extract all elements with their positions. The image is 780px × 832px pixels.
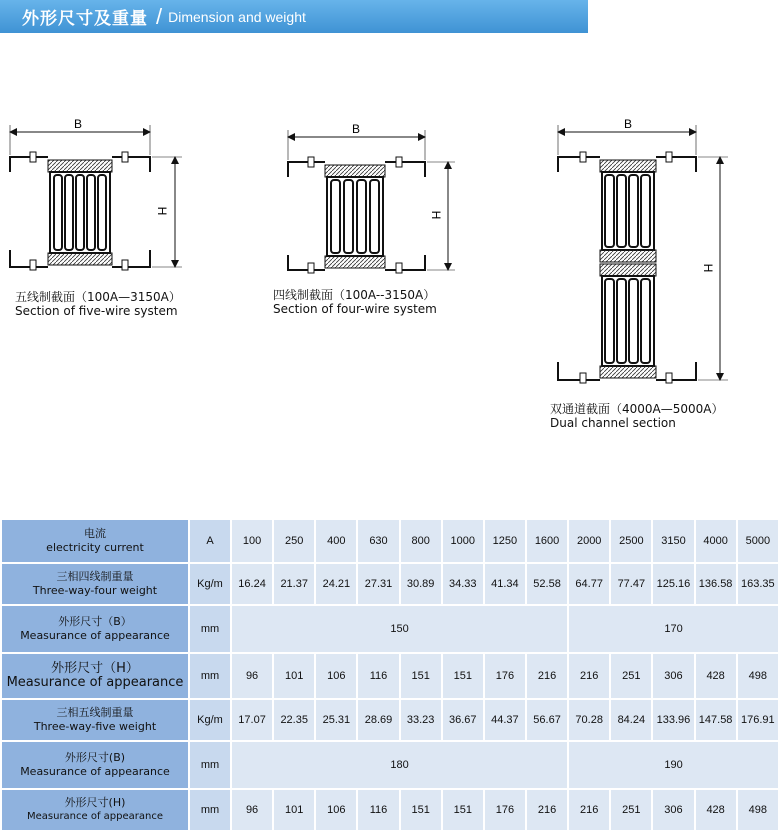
value-cell: 106 — [315, 789, 357, 831]
label-weight-five — [1, 699, 189, 741]
value-cell: 77.47 — [610, 563, 652, 605]
row-current — [1, 519, 779, 563]
unit-cell: Kg/m — [189, 563, 231, 605]
value-cell: 498 — [737, 653, 779, 699]
value-cell: 147.58 — [695, 699, 737, 741]
value-cell: 176.91 — [737, 699, 779, 741]
row-h-four — [1, 653, 779, 699]
label-en: electricity current — [46, 541, 144, 554]
value-cell: 136.58 — [695, 563, 737, 605]
value-cell: 30.89 — [400, 563, 442, 605]
value-cell: 125.16 — [652, 563, 694, 605]
value-cell: 101 — [273, 789, 315, 831]
value-cell: 84.24 — [610, 699, 652, 741]
value-cell: 25.31 — [315, 699, 357, 741]
label-cn: 外形尺寸(B) — [64, 751, 126, 764]
unit-cell: mm — [189, 741, 231, 789]
label-b-four — [1, 605, 189, 653]
value-cell: 1250 — [484, 519, 526, 563]
label-h-four — [1, 653, 189, 699]
label-cn: 三相五线制重量 — [56, 706, 134, 719]
value-cell: 17.07 — [231, 699, 273, 741]
label-en: Measurance of appearance — [20, 629, 170, 642]
dimension-weight-table — [0, 518, 780, 832]
value-cell: 64.77 — [568, 563, 610, 605]
value-cell: 216 — [568, 653, 610, 699]
unit-cell: mm — [189, 605, 231, 653]
dim-b-label: B — [351, 122, 361, 136]
row-b-five — [1, 741, 779, 789]
value-cell: 36.67 — [442, 699, 484, 741]
label-en: Measurance of appearance — [26, 811, 163, 822]
dual-channel-section-diagram — [548, 112, 748, 392]
value-cell: 4000 — [695, 519, 737, 563]
row-h-five — [1, 789, 779, 831]
label-en: Three-way-five weight — [33, 720, 157, 733]
value-cell: 151 — [442, 789, 484, 831]
value-cell: 151 — [442, 653, 484, 699]
unit-cell: Kg/m — [189, 699, 231, 741]
value-cell: 52.58 — [526, 563, 568, 605]
value-cell-merged: 170 — [568, 605, 779, 653]
four-wire-caption-cn: 四线制截面（100A--3150A） — [273, 288, 436, 302]
value-cell: 1000 — [442, 519, 484, 563]
label-h-five — [1, 789, 189, 831]
four-wire-section-diagram — [280, 115, 480, 285]
value-cell: 216 — [526, 653, 568, 699]
value-cell: 400 — [315, 519, 357, 563]
value-cell: 250 — [273, 519, 315, 563]
value-cell: 251 — [610, 789, 652, 831]
dim-b-label: B — [623, 117, 633, 131]
value-cell: 3150 — [652, 519, 694, 563]
value-cell: 5000 — [737, 519, 779, 563]
value-cell: 41.34 — [484, 563, 526, 605]
label-cn: 三相四线制重量 — [56, 570, 134, 583]
value-cell: 116 — [357, 653, 399, 699]
unit-cell: A — [189, 519, 231, 563]
value-cell: 2000 — [568, 519, 610, 563]
header-title-en: Dimension and weight — [168, 8, 306, 25]
unit-cell: mm — [189, 653, 231, 699]
value-cell: 306 — [652, 653, 694, 699]
dim-h-label: H — [155, 206, 169, 216]
label-cn: 电流 — [84, 527, 106, 540]
label-en: Three-way-four weight — [32, 584, 158, 597]
five-wire-section-diagram — [0, 110, 200, 280]
unit-cell: mm — [189, 789, 231, 831]
value-cell: 22.35 — [273, 699, 315, 741]
row-weight-five — [1, 699, 779, 741]
row-weight-four — [1, 563, 779, 605]
value-cell: 16.24 — [231, 563, 273, 605]
value-cell: 70.28 — [568, 699, 610, 741]
dual-channel-caption-en: Dual channel section — [550, 416, 676, 430]
value-cell-merged: 180 — [231, 741, 568, 789]
value-cell: 151 — [400, 653, 442, 699]
dim-b-label: B — [73, 117, 83, 131]
four-wire-caption — [273, 288, 437, 316]
five-wire-caption-en: Section of five-wire system — [15, 304, 178, 318]
value-cell: 151 — [400, 789, 442, 831]
value-cell: 96 — [231, 653, 273, 699]
value-cell: 428 — [695, 789, 737, 831]
header-title-cn: 外形尺寸及重量 — [22, 9, 148, 29]
section-header — [0, 0, 588, 33]
value-cell: 630 — [357, 519, 399, 563]
value-cell: 2500 — [610, 519, 652, 563]
label-b-five — [1, 741, 189, 789]
value-cell: 1600 — [526, 519, 568, 563]
dim-h-label: H — [701, 263, 715, 273]
value-cell: 106 — [315, 653, 357, 699]
dim-h-label: H — [429, 210, 443, 220]
value-cell: 216 — [526, 789, 568, 831]
label-cn: 外形尺寸（H） — [51, 661, 139, 676]
value-cell: 101 — [273, 653, 315, 699]
value-cell: 133.96 — [652, 699, 694, 741]
value-cell: 176 — [484, 653, 526, 699]
value-cell: 498 — [737, 789, 779, 831]
label-en: Measurance of appearance — [20, 765, 170, 778]
five-wire-caption — [15, 290, 181, 318]
value-cell: 27.31 — [357, 563, 399, 605]
value-cell-merged: 190 — [568, 741, 779, 789]
value-cell: 34.33 — [442, 563, 484, 605]
dual-channel-caption-cn: 双通道截面（4000A—5000A） — [550, 402, 724, 416]
value-cell: 306 — [652, 789, 694, 831]
value-cell: 96 — [231, 789, 273, 831]
label-cn: 外形尺寸（B） — [58, 615, 132, 628]
value-cell: 251 — [610, 653, 652, 699]
value-cell: 116 — [357, 789, 399, 831]
four-wire-caption-en: Section of four-wire system — [273, 302, 437, 316]
value-cell: 163.35 — [737, 563, 779, 605]
label-en: Measurance of appearance — [6, 675, 184, 690]
value-cell: 33.23 — [400, 699, 442, 741]
dual-channel-caption — [550, 402, 724, 430]
value-cell: 28.69 — [357, 699, 399, 741]
value-cell: 176 — [484, 789, 526, 831]
value-cell: 56.67 — [526, 699, 568, 741]
value-cell: 216 — [568, 789, 610, 831]
label-weight-four — [1, 563, 189, 605]
value-cell: 24.21 — [315, 563, 357, 605]
value-cell-merged: 150 — [231, 605, 568, 653]
five-wire-caption-cn: 五线制截面（100A—3150A） — [15, 290, 181, 304]
row-b-four — [1, 605, 779, 653]
label-current — [1, 519, 189, 563]
value-cell: 428 — [695, 653, 737, 699]
header-separator: / — [156, 3, 163, 29]
value-cell: 21.37 — [273, 563, 315, 605]
value-cell: 44.37 — [484, 699, 526, 741]
label-cn: 外形尺寸(H) — [64, 796, 126, 809]
value-cell: 100 — [231, 519, 273, 563]
value-cell: 800 — [400, 519, 442, 563]
